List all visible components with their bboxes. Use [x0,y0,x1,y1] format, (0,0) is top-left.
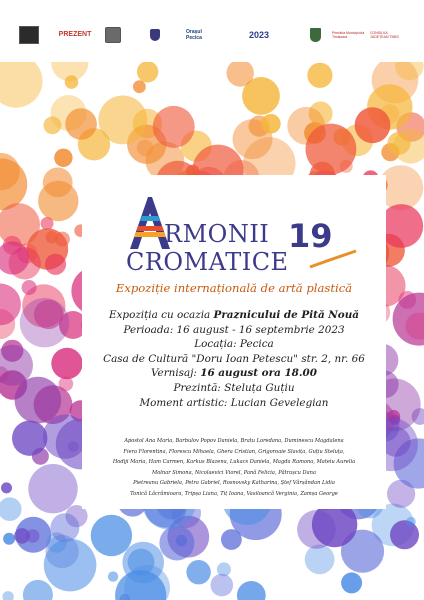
bubble [51,348,82,379]
bubble [137,61,158,82]
bubble [307,63,332,88]
bubble [45,254,66,275]
bubble [65,108,97,140]
artists-line: Tonică Lăcrămioara, Tripșa Liana, Tiț Ioana, Vasiloancă Verginia, Zamșa George [130,490,338,497]
bubble [41,217,54,230]
bubble [0,284,21,326]
bubble [153,106,195,148]
bubble [341,572,362,593]
logo-1-icon [18,24,40,46]
detail-venue: Casa de Cultură "Doru Ioan Petescu" str. 2, nr. 66 [103,352,365,365]
bubble [54,149,72,167]
bubble [108,571,118,581]
detail-presenter: Prezintă: Steluța Guțiu [173,381,295,394]
event-logo [82,193,386,295]
bubble [0,159,27,211]
artists-line: Apostol Ana Maria, Barbulov Popov Daniela, Bratu Loredana, Duminescu Magdalena [124,438,344,444]
bubble [261,114,281,134]
subtitle: Expoziție internațională de artă plastică [115,281,353,295]
bubble [221,529,242,550]
bubble [23,580,53,600]
title-number: 19 [288,217,333,255]
bubble [406,517,416,527]
event-details [82,308,386,410]
bubble [14,528,30,544]
artists-line: Fiera Florentina, Florescu Mihaela, Ghera Cristian, Grigoroaie Slavița, Guțiu Steluța, [123,448,345,455]
logo-4-icon [140,24,170,46]
logo-prezent-icon: PREZENT [58,31,92,38]
detail-opening: Vernisaj: 16 august ora 18.00 [151,367,317,380]
bubble [355,107,391,143]
logo-3-icon [104,24,122,46]
detail-period: Perioada: 16 august - 16 septembrie 2023 [123,323,345,336]
bubble [59,377,74,392]
bubble [1,482,12,493]
title-word-1: RMONII [164,220,270,248]
bubble [176,535,187,546]
info-panel [82,175,386,509]
bubble [306,124,357,175]
bubble [50,513,79,542]
bubble [3,533,15,545]
bubble [2,591,13,600]
bubble [133,80,146,93]
logo-2023-icon: 2023 [248,30,270,40]
bubble [237,581,266,600]
bubble [305,545,335,575]
bubble [91,515,132,556]
logo-consiliul-judetean-timis-icon: CONSILIUL JUDEȚEAN TIMIȘ [370,31,399,39]
swoosh-icon [308,249,358,271]
bubble [38,181,78,221]
bubble [43,414,87,458]
logo-orasul-pecica-icon: Orașul Pecica [186,29,202,41]
bubble [137,140,154,157]
bubble [0,55,43,108]
bubble [22,280,37,295]
logo-8-icon [308,24,322,46]
artists-line: Hodiji Maria, Ham Carmen, Karkus Blazena, Lukacs Daniela, Magda Ramona, Mateiu Aurelia [112,459,356,466]
bubble [211,574,234,597]
title-word-2: CROMATICE [126,248,289,276]
bubble [12,421,47,456]
bubble [28,464,77,513]
artists-line: Molnar Simona, Nicolaevici Viorel, Pană Felicia, Pătrașcu Dana [152,469,316,476]
bubble [15,377,62,424]
bubble [20,298,69,347]
sponsor-logo-bar [0,0,424,62]
artists-list [82,436,386,500]
bubble [227,59,254,86]
bubble [0,497,22,521]
bubble [186,560,210,584]
logo-primaria-timisoara-icon: Primăria Municipiului Timișoara [332,31,365,39]
detail-occasion: Expoziția cu ocazia Praznicului de Pită Nouă [108,309,360,321]
artists-line: Pietreanu Gabriela, Petra Gabriel, Rosnovsky Katharina, Ștef Vărșăndan Lidia [133,480,335,487]
detail-location: Locația: Pecica [194,338,274,351]
bubble [44,116,62,134]
detail-artistic-moment: Moment artistic: Lucian Gevelegian [139,396,329,409]
bubble [98,96,147,145]
bubble [44,539,97,592]
